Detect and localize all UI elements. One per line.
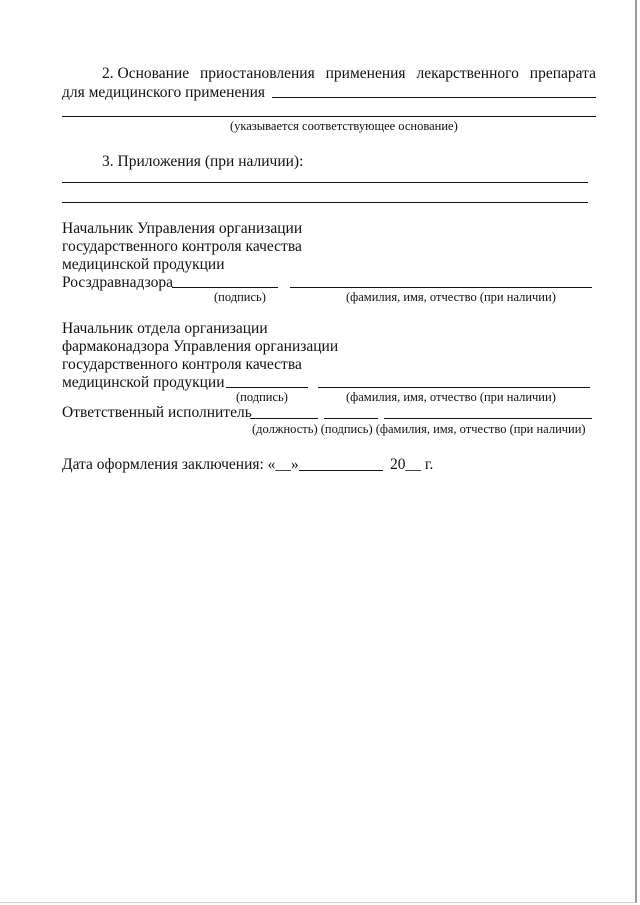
head2-title-line4: медицинской продукции <box>62 374 225 391</box>
head1-title-line1: Начальник Управления организации <box>62 220 303 237</box>
head1-signature-caption: (подпись) <box>214 290 266 304</box>
head2-title-line1: Начальник отдела организации <box>62 320 268 337</box>
head1-title-line4: Росздравнадзора <box>62 274 173 291</box>
head2-signature-field[interactable] <box>226 387 308 388</box>
section3-title: 3. Приложения (при наличии): <box>102 153 304 170</box>
section2-word-3: применения <box>325 65 406 82</box>
section2-line2: для медицинского применения <box>62 84 266 101</box>
executor-signature-field[interactable] <box>324 418 378 419</box>
attachments-field-1[interactable] <box>62 182 588 183</box>
head2-name-caption: (фамилия, имя, отчество (при наличии) <box>346 390 556 404</box>
date-month-field[interactable] <box>299 470 383 471</box>
head1-name-caption: (фамилия, имя, отчество (при наличии) <box>346 290 556 304</box>
section2-word-4: лекарственного <box>416 65 519 82</box>
date-label: Дата оформления заключения: «__» <box>62 456 299 473</box>
executor-name-field[interactable] <box>384 418 592 419</box>
section2-line1 <box>102 65 596 83</box>
head2-title-line2: фармаконадзора Управления организации <box>62 338 339 355</box>
head1-name-field[interactable] <box>290 287 592 288</box>
head1-title-line3: медицинской продукции <box>62 256 225 273</box>
head2-name-field[interactable] <box>318 387 590 388</box>
executor-caption: (должность) (подпись) (фамилия, имя, отчество (при наличии) <box>252 422 586 436</box>
section2-word-5: препарата <box>529 65 596 82</box>
section2-caption: (указывается соответствующее основание) <box>230 119 458 133</box>
section2-basis-field[interactable] <box>272 97 596 98</box>
head2-signature-caption: (подпись) <box>236 390 288 404</box>
executor-position-field[interactable] <box>250 418 318 419</box>
head1-title-line2: государственного контроля качества <box>62 238 302 255</box>
section2-word-2: приостановления <box>200 65 315 82</box>
section2-basis-field-continued[interactable] <box>62 116 596 117</box>
head1-signature-field[interactable] <box>172 287 278 288</box>
executor-label: Ответственный исполнитель <box>62 404 252 421</box>
section2-word-1: 2. Основание <box>102 65 190 82</box>
date-year: 20__ г. <box>390 456 434 473</box>
attachments-field-2[interactable] <box>62 202 588 203</box>
head2-title-line3: государственного контроля качества <box>62 356 302 373</box>
